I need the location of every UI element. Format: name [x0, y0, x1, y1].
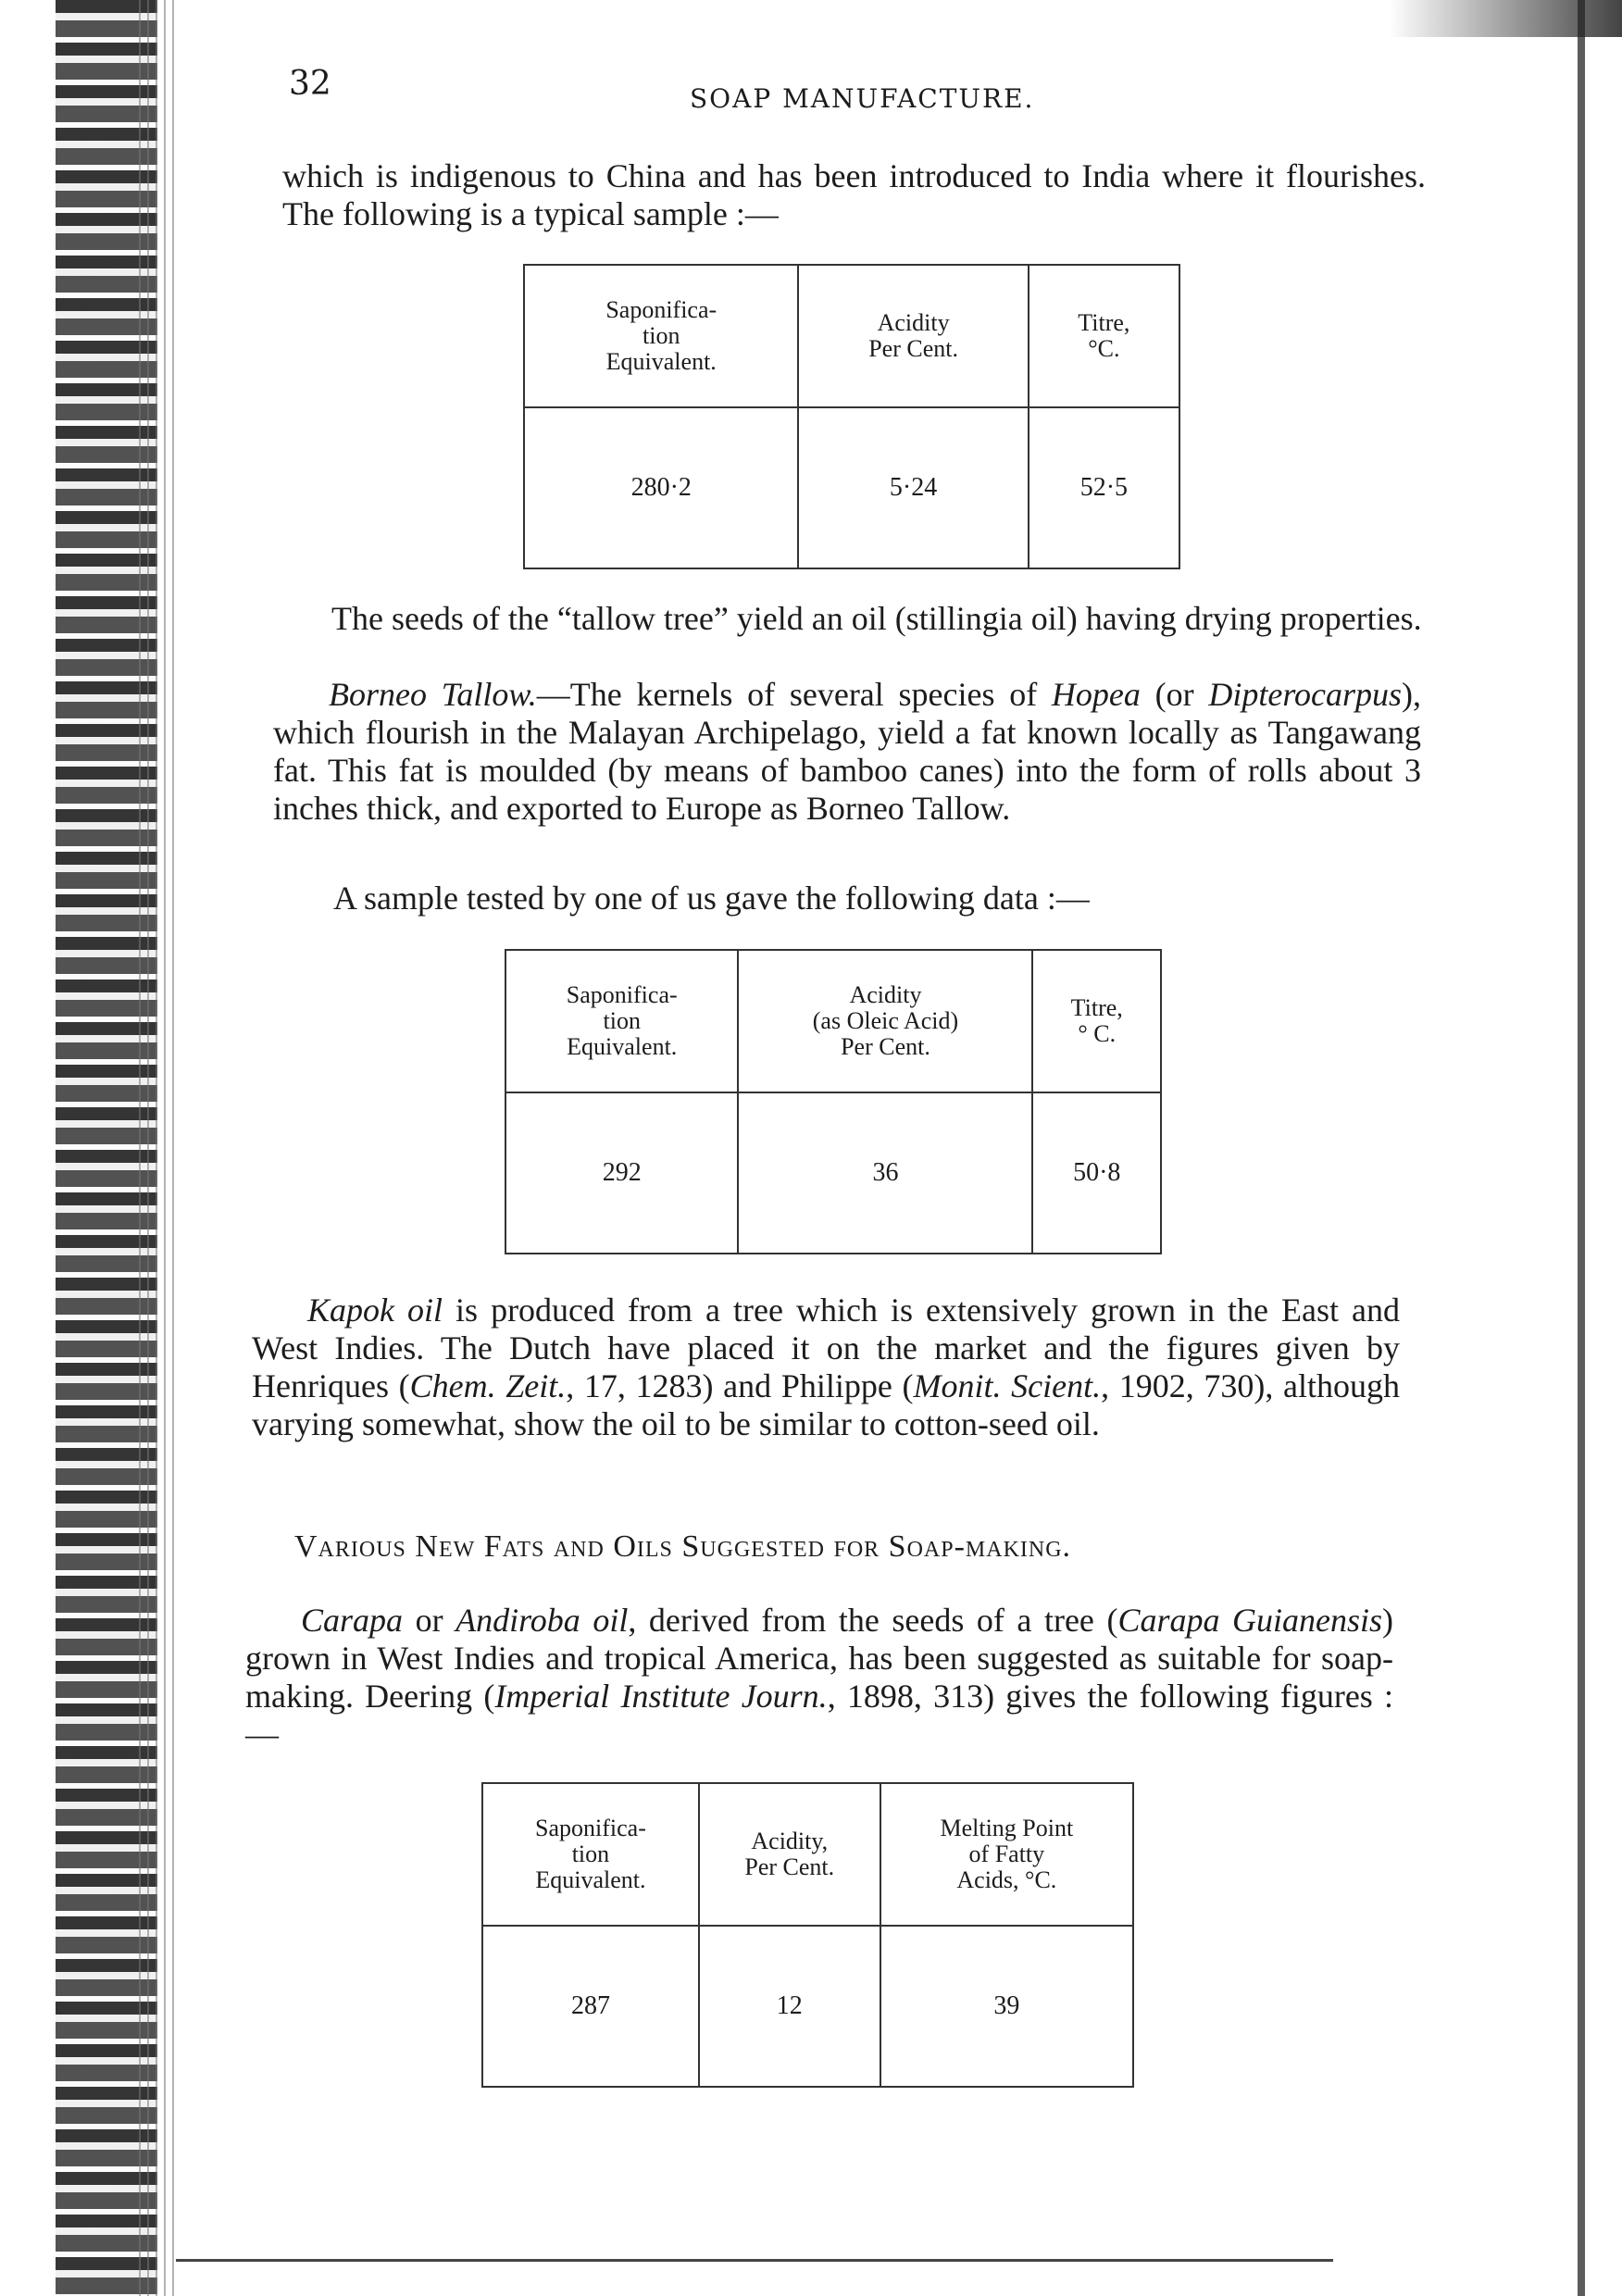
running-head: SOAP MANUFACTURE. — [690, 83, 1035, 114]
value-saponification: 280·2 — [524, 407, 798, 568]
footer-rule — [176, 2259, 1333, 2262]
term-kapok-oil: Kapok oil — [307, 1292, 443, 1329]
paragraph-borneo-tallow: Borneo Tallow.—The kernels of several species of Hopea (or Dipterocarpus), which flourish in the Malayan Archipelago, yield a fat known locally as Tangawang fat. This fat is moulded (by means of bamboo canes) into the form of rolls about 3 inches thick, and exported to Europe as Borneo Tallow. — [273, 676, 1421, 827]
paragraph-sample-data: A sample tested by one of us gave the following data :— — [333, 880, 1090, 917]
table-header-row — [524, 265, 1179, 407]
section-heading: Various New Fats and Oils Suggested for Soap-making. — [294, 1529, 1072, 1564]
citation-chem-zeit: Chem. Zeit. — [409, 1367, 567, 1404]
header-saponification: Saponifica- tion Equivalent. — [505, 950, 738, 1092]
paragraph-carapa-oil: Carapa or Andiroba oil, derived from the seeds of a tree (Carapa Guianensis) grown in West Indies and tropical America, has been suggested as suitable for soap-making. Deering (Imperial Institute Journ., 1898, 313) gives the following figures :— — [245, 1602, 1394, 1753]
table-carapa-oil — [481, 1782, 1134, 2088]
header-titre: Titre, °C. — [1029, 265, 1179, 407]
value-saponification: 292 — [505, 1092, 738, 1254]
table-borneo-tallow — [505, 949, 1162, 1254]
scan-right-edge — [1578, 0, 1585, 2296]
citation-imperial-institute: Imperial Institute Journ. — [494, 1678, 828, 1715]
value-melting-point: 39 — [880, 1926, 1133, 2087]
term-borneo-tallow: Borneo Tallow. — [329, 676, 537, 713]
term-carapa-guianensis: Carapa Guianensis — [1117, 1602, 1382, 1639]
paragraph-tallow-tree: The seeds of the “tallow tree” yield an oil (stillingia oil) having drying properties. — [331, 600, 1422, 637]
header-acidity: Acidity (as Oleic Acid) Per Cent. — [738, 950, 1032, 1092]
paragraph-kapok-oil: Kapok oil is produced from a tree which is extensively grown in the East and West Indies. The Dutch have placed it on the market and the figures given by Henriques (Chem. Zeit., 17, 1283) and Philippe (Monit. Scient., 1902, 730), although varying somewhat, show the oil to be similar to cotton-seed oil. — [252, 1292, 1400, 1442]
paragraph-china: which is indigenous to China and has been introduced to India where it flourishes. The following is a typical sample :— — [282, 157, 1426, 232]
table-typical-sample — [523, 264, 1180, 569]
value-titre: 50·8 — [1032, 1092, 1161, 1254]
table-header-row — [482, 1783, 1133, 1926]
value-titre: 52·5 — [1029, 407, 1179, 568]
table-value-row — [482, 1926, 1133, 2087]
scan-binding-lines — [139, 0, 176, 2296]
value-acidity: 36 — [738, 1092, 1032, 1254]
header-titre: Titre, ° C. — [1032, 950, 1161, 1092]
term-dipterocarpus: Dipterocarpus — [1208, 676, 1402, 713]
term-carapa: Carapa — [301, 1602, 404, 1639]
table-value-row — [505, 1092, 1161, 1254]
header-saponification: Saponifica- tion Equivalent. — [524, 265, 798, 407]
table-value-row — [524, 407, 1179, 568]
header-saponification: Saponifica- tion Equivalent. — [482, 1783, 699, 1926]
value-acidity: 5·24 — [798, 407, 1028, 568]
term-hopea: Hopea — [1051, 676, 1141, 713]
scan-top-shadow — [1389, 0, 1622, 37]
page-number: 32 — [289, 65, 331, 103]
table-header-row — [505, 950, 1161, 1092]
citation-monit-scient: Monit. Scient. — [913, 1367, 1102, 1404]
term-andiroba-oil: Andiroba oil — [455, 1602, 629, 1639]
header-acidity: Acidity Per Cent. — [798, 265, 1028, 407]
value-acidity: 12 — [699, 1926, 880, 2087]
value-saponification: 287 — [482, 1926, 699, 2087]
header-acidity: Acidity, Per Cent. — [699, 1783, 880, 1926]
header-melting-point: Melting Point of Fatty Acids, °C. — [880, 1783, 1133, 1926]
